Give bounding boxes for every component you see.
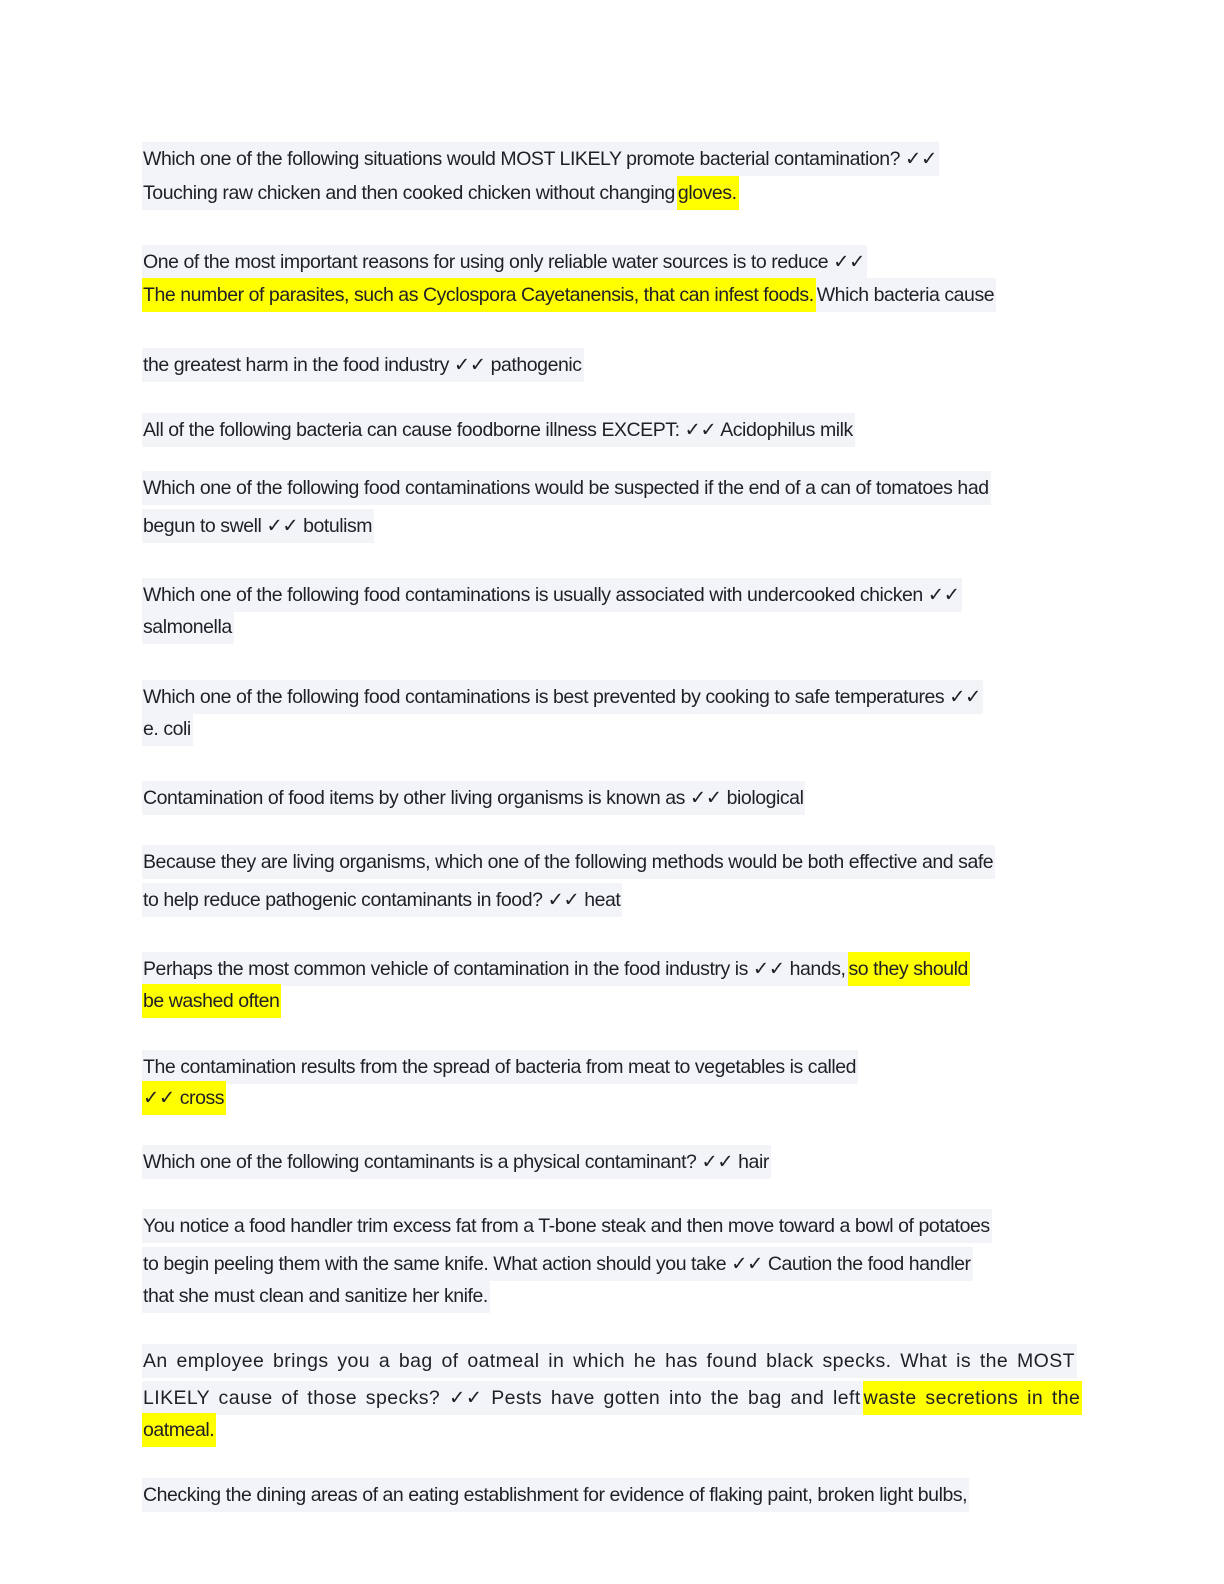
text-segment: Contamination of food items by other living organisms is known as ✓✓ biological — [142, 781, 805, 815]
text-segment: begun to swell ✓✓ botulism — [142, 509, 374, 543]
text-segment: The contamination results from the spread of bacteria from meat to vegetables is called — [142, 1050, 858, 1084]
qa-line — [142, 1145, 771, 1179]
qa-line — [142, 176, 739, 210]
qa-line — [142, 245, 867, 279]
text-segment: An employee brings you a bag of oatmeal in which he has found black specks. What is the MOST — [142, 1344, 1077, 1378]
qa-line — [142, 278, 996, 312]
text-segment: Checking the dining areas of an eating establishment for evidence of flaking paint, broken light bulbs, — [142, 1478, 969, 1512]
qa-line — [142, 1209, 992, 1243]
qa-line — [142, 1279, 490, 1313]
qa-line — [142, 712, 193, 746]
text-segment: salmonella — [142, 610, 234, 644]
highlighted-text: waste secretions in the — [863, 1381, 1083, 1415]
text-segment: Perhaps the most common vehicle of contamination in the food industry is ✓✓ hands, — [142, 952, 848, 986]
qa-line — [142, 471, 991, 505]
qa-line — [142, 413, 855, 447]
text-segment: You notice a food handler trim excess fat from a T-bone steak and then move toward a bowl of potatoes — [142, 1209, 992, 1243]
text-segment: Touching raw chicken and then cooked chicken without changing — [142, 176, 677, 210]
qa-line — [142, 578, 962, 612]
qa-line — [142, 610, 234, 644]
qa-line — [142, 1478, 969, 1512]
highlighted-text: ✓✓ cross — [142, 1081, 226, 1115]
text-segment: Because they are living organisms, which one of the following methods would be both effective and safe — [142, 845, 995, 879]
highlighted-text: gloves. — [677, 176, 739, 210]
qa-line — [142, 142, 939, 176]
qa-line — [142, 1081, 226, 1115]
highlighted-text: so they should — [848, 952, 970, 986]
text-segment: Which one of the following food contaminations is usually associated with undercooked chicken ✓✓ — [142, 578, 962, 612]
text-segment: Which bacteria cause — [816, 278, 996, 312]
text-segment: All of the following bacteria can cause foodborne illness EXCEPT: ✓✓ Acidophilus milk — [142, 413, 855, 447]
text-segment: e. coli — [142, 712, 193, 746]
qa-line — [142, 845, 995, 879]
text-segment: to begin peeling them with the same knife. What action should you take ✓✓ Caution the food handler — [142, 1247, 973, 1281]
text-segment: to help reduce pathogenic contaminants in food? ✓✓ heat — [142, 883, 622, 917]
text-segment: Which one of the following food contaminations is best prevented by cooking to safe temperatures ✓✓ — [142, 680, 983, 714]
highlighted-text: oatmeal. — [142, 1413, 216, 1447]
highlighted-text: The number of parasites, such as Cyclospora Cayetanensis, that can infest foods. — [142, 278, 816, 312]
text-segment: Which one of the following food contaminations would be suspected if the end of a can of tomatoes had — [142, 471, 991, 505]
qa-line — [142, 1381, 1082, 1415]
qa-line — [142, 680, 983, 714]
qa-line — [142, 1344, 1077, 1378]
qa-line — [142, 883, 622, 917]
qa-line — [142, 509, 374, 543]
qa-line — [142, 348, 584, 382]
text-segment: Which one of the following situations would MOST LIKELY promote bacterial contamination? ✓✓ — [142, 142, 939, 176]
text-segment: the greatest harm in the food industry ✓✓ pathogenic — [142, 348, 584, 382]
text-segment: Which one of the following contaminants is a physical contaminant? ✓✓ hair — [142, 1145, 771, 1179]
qa-line — [142, 1050, 858, 1084]
highlighted-text: be washed often — [142, 984, 281, 1018]
text-segment: One of the most important reasons for using only reliable water sources is to reduce ✓✓ — [142, 245, 867, 279]
qa-line — [142, 984, 281, 1018]
qa-line — [142, 952, 970, 986]
qa-line — [142, 1247, 973, 1281]
text-segment: LIKELY cause of those specks? ✓✓ Pests have gotten into the bag and left — [142, 1381, 863, 1415]
qa-line — [142, 1413, 216, 1447]
qa-line — [142, 781, 805, 815]
text-segment: that she must clean and sanitize her knife. — [142, 1279, 490, 1313]
